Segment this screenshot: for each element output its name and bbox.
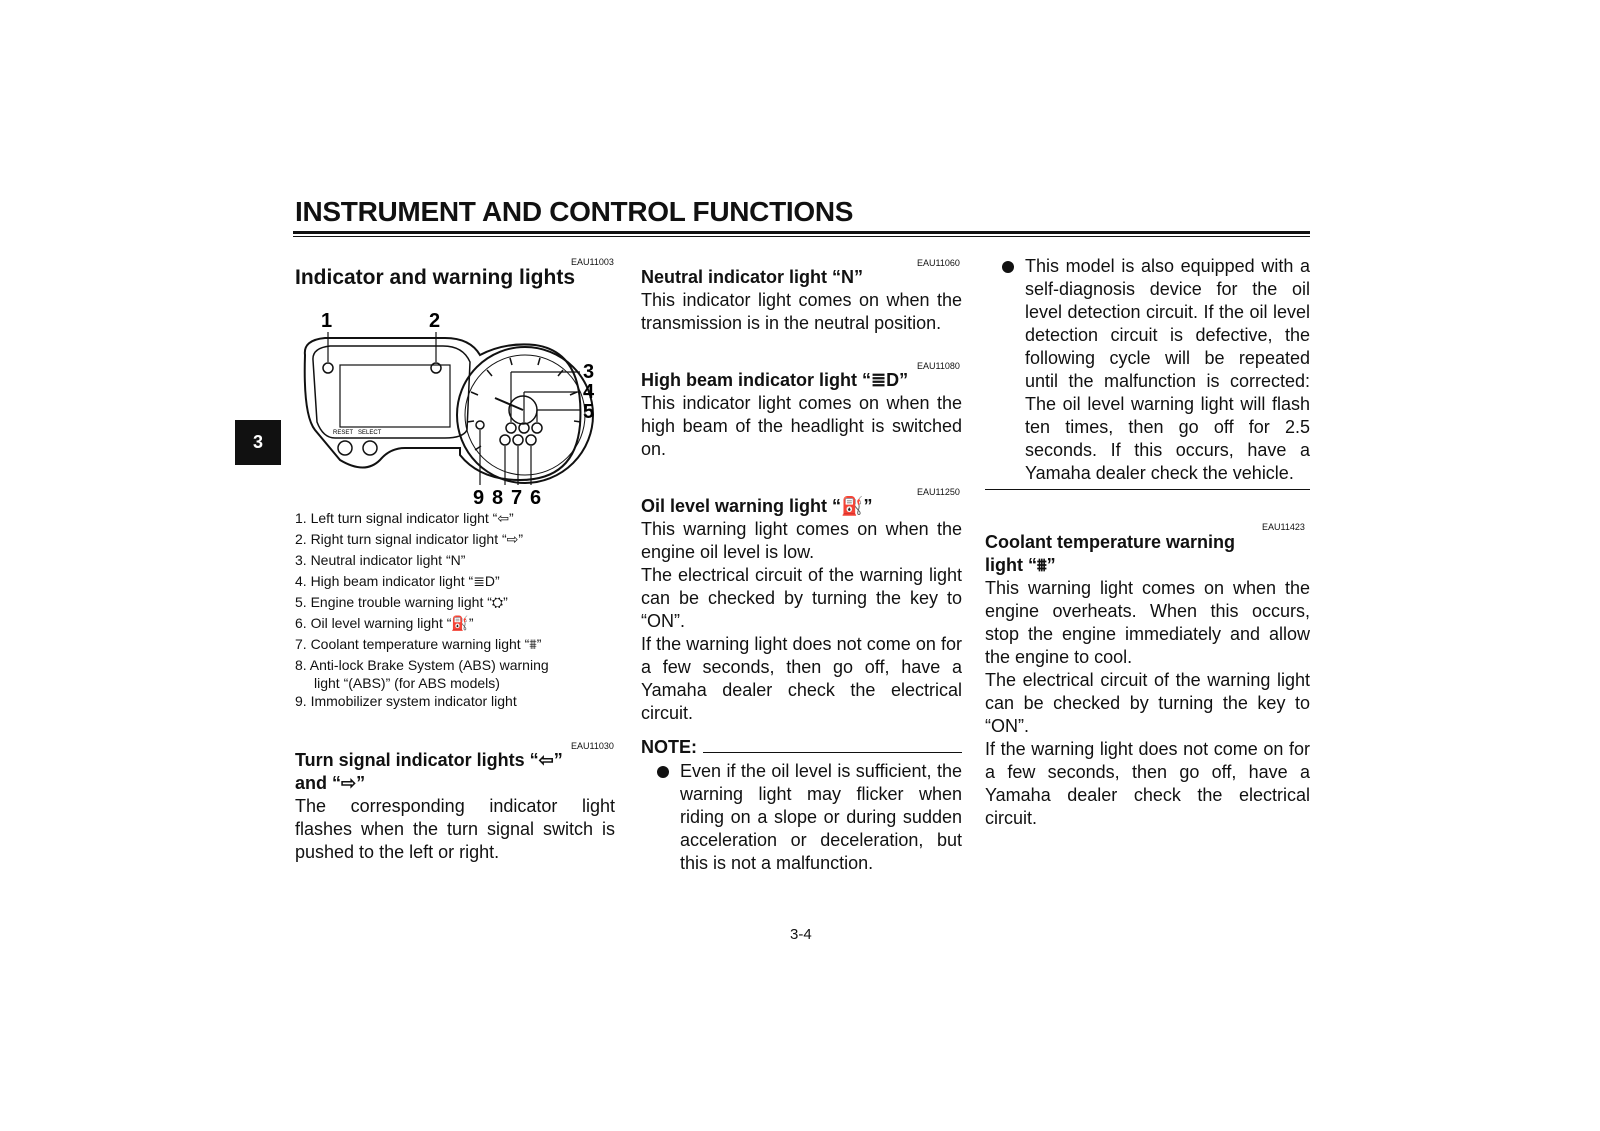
note-bullet (657, 760, 962, 875)
turn-heading-line-1: Turn signal indicator lights “⇦” (295, 750, 563, 770)
neutral-body: This indicator light comes on when the transmission is in the neutral position. (641, 290, 962, 333)
indicator-legend-list (295, 508, 615, 712)
turn-heading-line-2: and “⇨” (295, 773, 366, 793)
callout-4: 4 (583, 381, 595, 403)
section-heading-coolant: Coolant temperature warning light “⩩” (985, 532, 1236, 575)
section-heading-oil-level: Oil level warning light “⛽” (641, 496, 873, 516)
legend-item: 3. Neutral indicator light “N” (295, 552, 466, 568)
coolant-paragraph: The electrical circuit of the warning light can be checked by turning the key to “ON”. (985, 670, 1310, 736)
page-title: INSTRUMENT AND CONTROL FUNCTIONS (295, 196, 854, 227)
section-heading-neutral: Neutral indicator light “N” (641, 267, 864, 287)
note-bullet-text: Even if the oil level is sufficient, the warning light may flicker when riding on a slope or during sudden acceleration or deceleration, but this is not a malfunction. (680, 761, 962, 873)
section-code: EAU11423 (1262, 522, 1305, 532)
oil-level-body (641, 518, 962, 725)
section-code: EAU11250 (917, 487, 960, 497)
oil-paragraph: The electrical circuit of the warning light can be checked by turning the key to “ON”. (641, 565, 962, 631)
note-rule (703, 752, 962, 753)
bullet-icon (1002, 261, 1014, 273)
reset-button-label: RESET (333, 430, 354, 436)
section-code: EAU11060 (917, 258, 960, 268)
section-heading-indicators: Indicator and warning lights (295, 266, 576, 289)
callout-7: 7 (511, 487, 523, 509)
oil-paragraph: If the warning light does not come on for a few seconds, then go off, have a Yamaha dealer check the electrical circuit. (641, 634, 962, 723)
note-label: NOTE: (641, 737, 697, 757)
coolant-body (985, 577, 1310, 830)
page-number: 3-4 (790, 926, 812, 943)
section-heading-high-beam: High beam indicator light “≣D” (641, 370, 909, 390)
legend-item: 6. Oil level warning light “⛽” (295, 615, 474, 631)
section-code: EAU11030 (571, 741, 614, 751)
callout-9: 9 (473, 487, 485, 509)
callout-2: 2 (429, 310, 441, 332)
high-beam-body: This indicator light comes on when the high beam of the headlight is switched on. (641, 393, 962, 459)
title-rule-thick (293, 231, 1310, 234)
instrument-cluster-diagram (295, 310, 625, 510)
callout-6: 6 (530, 487, 542, 509)
self-diagnosis-text: This model is also equipped with a self-diagnosis device for the oil level detection circuit. If the oil level detection circuit is defective, the following cycle will be repeated until the malfunction is corrected: The oil level warning light will flash ten times, then go off for 2.5 seconds. If this occurs, have a Yamaha dealer check the vehicle. (1025, 256, 1310, 483)
section-code: EAU11003 (571, 257, 614, 267)
callout-1: 1 (321, 310, 333, 332)
coolant-paragraph: This warning light comes on when the engine overheats. When this occurs, stop the engine immediately and allow the engine to cool. (985, 578, 1310, 667)
turn-signal-body: The corresponding indicator light flashes when the turn signal switch is pushed to the left or right. (295, 796, 615, 862)
legend-item: 5. Engine trouble warning light “⛭” (295, 594, 508, 610)
legend-item: 9. Immobilizer system indicator light (295, 693, 517, 709)
chapter-tab: 3 (235, 420, 281, 465)
select-button-label: SELECT (358, 430, 382, 436)
legend-item: 7. Coolant temperature warning light “⩩” (295, 636, 542, 652)
callout-3: 3 (583, 361, 595, 383)
coolant-paragraph: If the warning light does not come on for a few seconds, then go off, have a Yamaha dealer check the electrical circuit. (985, 739, 1310, 828)
legend-item: 1. Left turn signal indicator light “⇦” (295, 510, 514, 526)
oil-paragraph: This warning light comes on when the engine oil level is low. (641, 519, 962, 562)
callout-8: 8 (492, 487, 504, 509)
self-diagnosis-bullet (1002, 255, 1310, 485)
section-divider (985, 489, 1310, 490)
legend-item: light “(ABS)” (for ABS models) (314, 675, 500, 691)
legend-item: 2. Right turn signal indicator light “⇨” (295, 531, 524, 547)
section-code: EAU11080 (917, 361, 960, 371)
legend-item: 8. Anti-lock Brake System (ABS) warning (295, 657, 549, 673)
callout-5: 5 (583, 401, 595, 423)
section-heading-turn-signal (295, 749, 615, 795)
instrument-cluster-svg (295, 310, 625, 510)
title-rule-thin (293, 236, 1310, 237)
legend-item: 4. High beam indicator light “≣D” (295, 573, 500, 589)
bullet-icon (657, 766, 669, 778)
